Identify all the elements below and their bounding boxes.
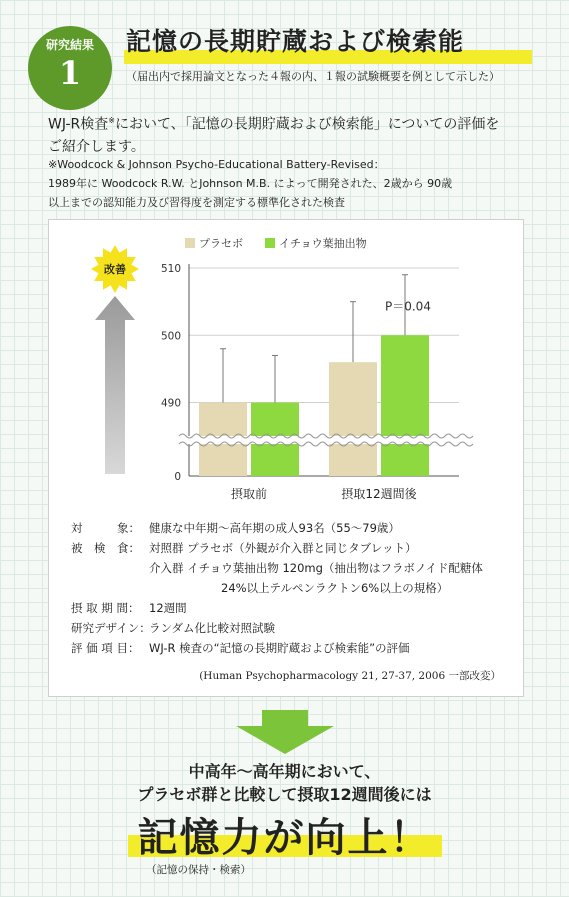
p-value-annotation: P＝0.04 bbox=[385, 299, 431, 314]
conclusion-line2: プラセボ群と比較して摂取12週間後には bbox=[137, 785, 432, 804]
badge-label: 研究結果 bbox=[45, 38, 94, 52]
study-row-value: 対照群 プラセボ（外観が介入群と同じタブレット） bbox=[149, 541, 417, 555]
badge-number: 1 bbox=[58, 54, 82, 92]
page-title: 記憶の長期貯蔵および検索能 bbox=[126, 27, 465, 56]
study-row-value: ランダム化比較対照試験 bbox=[149, 621, 276, 635]
study-row-label: 研究デザイン： bbox=[71, 621, 151, 635]
legend-label: プラセボ bbox=[199, 237, 243, 250]
bar-chart bbox=[49, 220, 523, 520]
footnote-line: 以上までの認知能力及び習得度を測定する標準化された検査 bbox=[48, 196, 345, 209]
conclusion bbox=[0, 760, 569, 806]
study-row-value: 介入群 イチョウ葉抽出物 120mg（抽出物はフラボノイド配糖体 bbox=[149, 561, 483, 575]
y-tick-label: 510 bbox=[160, 263, 181, 275]
conclusion-subtext: （記憶の保持・検索） bbox=[146, 864, 251, 876]
intro-line1b: において、「記憶の長期貯蔵および検索能」についての評価を bbox=[114, 116, 500, 133]
legend-label: イチョウ葉抽出物 bbox=[279, 237, 367, 250]
y-tick-label: 0 bbox=[174, 471, 181, 483]
chart-card bbox=[48, 219, 524, 697]
footnote-line: 1989年に Woodcock R.W. とJohnson M.B. によって開発された、2歳から 90歳 bbox=[48, 177, 453, 190]
intro-footnote-mark: ※ bbox=[108, 116, 115, 125]
down-arrow-icon bbox=[0, 708, 569, 758]
x-tick-label: 摂取12週間後 bbox=[341, 487, 417, 501]
study-row-value: 24%以上テルペンラクトン6%以上の規格） bbox=[221, 581, 449, 595]
conclusion-line1: 中高年～高年期において、 bbox=[188, 762, 381, 781]
intro-line1a: WJ-R検査 bbox=[48, 116, 109, 133]
result-badge bbox=[28, 26, 112, 110]
bar bbox=[329, 362, 377, 476]
legend-swatch bbox=[185, 238, 195, 248]
footnote-line: ※Woodcock & Johnson Psycho-Educational Battery-Revised： bbox=[48, 158, 385, 171]
y-tick-label: 490 bbox=[160, 397, 181, 410]
study-row-label: 対 象： bbox=[71, 521, 140, 535]
legend-swatch bbox=[265, 238, 275, 248]
study-row-value: 12週間 bbox=[149, 601, 187, 615]
study-row-label: 評 価 項 目： bbox=[71, 641, 140, 655]
citation: (Human Psychopharmacology 21, 27-37, 2006 一部改変） bbox=[199, 670, 501, 682]
study-row-value: WJ-R 検査の“記憶の長期貯蔵および検索能”の評価 bbox=[149, 641, 410, 655]
study-row-label: 摂 取 期 間： bbox=[71, 601, 140, 615]
intro-line2: ご紹介します。 bbox=[48, 138, 145, 155]
footnote bbox=[48, 155, 548, 212]
improve-arrow-icon bbox=[95, 296, 135, 474]
page-subtitle: （届出内で採用論文となった４報の内、１報の試験概要を例として示した） bbox=[126, 70, 500, 83]
bar bbox=[381, 335, 429, 476]
x-tick-label: 摂取前 bbox=[230, 487, 268, 501]
study-row-value: 健康な中年期～高年期の成人93名（55～79歳） bbox=[149, 521, 400, 535]
y-tick-label: 500 bbox=[160, 330, 181, 343]
conclusion-headline: 記憶力が向上！ bbox=[137, 815, 432, 861]
improve-label: 改善 bbox=[104, 263, 126, 276]
intro-text bbox=[48, 110, 548, 158]
study-row-label: 被 検 食： bbox=[71, 541, 140, 555]
